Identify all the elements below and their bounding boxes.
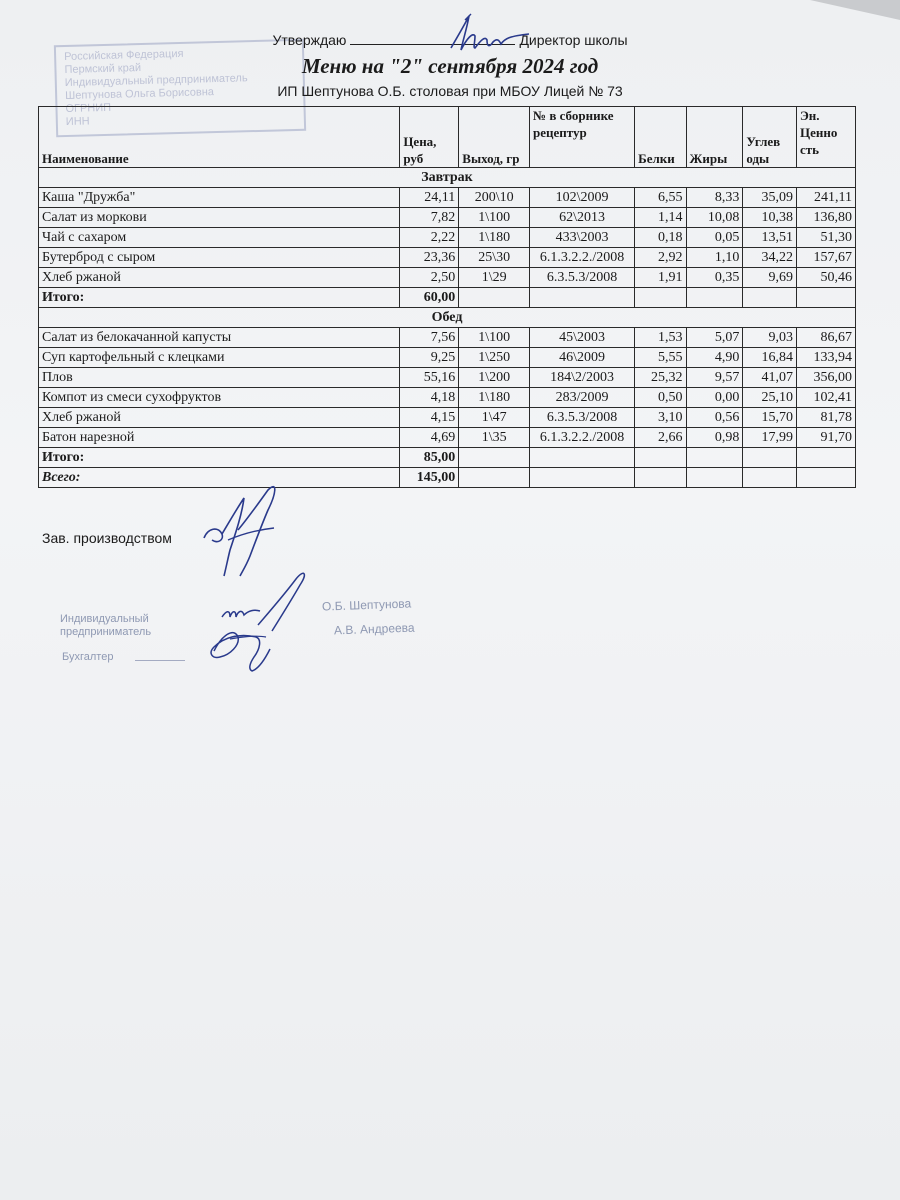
table-row [39, 348, 856, 368]
total-value: 60,00 [400, 288, 459, 308]
total-label: Итого: [39, 288, 400, 308]
table-cell: 5,07 [686, 328, 743, 348]
table-cell: 6.3.5.3/2008 [530, 408, 635, 428]
director-signature [445, 12, 545, 57]
table-cell: 2,92 [635, 248, 686, 268]
table-cell: 1,53 [635, 328, 686, 348]
empty-cell [796, 468, 855, 488]
table-row [39, 388, 856, 408]
empty-cell [635, 468, 686, 488]
table-cell: 34,22 [743, 248, 797, 268]
total-label: Итого: [39, 448, 400, 468]
empty-cell [459, 468, 530, 488]
table-cell: 25,32 [635, 368, 686, 388]
table-cell: 51,30 [796, 228, 855, 248]
table-cell: 1\180 [459, 228, 530, 248]
column-header: Углев оды [743, 107, 797, 168]
table-cell: 6,55 [635, 188, 686, 208]
table-cell: 10,38 [743, 208, 797, 228]
table-cell: 102,41 [796, 388, 855, 408]
table-cell: 283/2009 [530, 388, 635, 408]
stamp-line: Шептунова Ольга Борисовна [65, 86, 215, 103]
table-cell: 8,33 [686, 188, 743, 208]
column-header: Цена, руб [400, 107, 459, 168]
table-row [39, 268, 856, 288]
table-cell: 0,35 [686, 268, 743, 288]
stamp-line: Пермский край [64, 62, 142, 77]
table-cell: Компот из смеси сухофруктов [39, 388, 400, 408]
table-cell: 86,67 [796, 328, 855, 348]
accountant-signature-line [135, 660, 185, 661]
page-corner-shadow [810, 0, 900, 20]
empty-cell [743, 448, 797, 468]
table-cell: 356,00 [796, 368, 855, 388]
table-cell: 136,80 [796, 208, 855, 228]
table-cell: 46\2009 [530, 348, 635, 368]
accountant-label: Бухгалтер [62, 651, 114, 663]
table-cell: 0,56 [686, 408, 743, 428]
table-cell: Салат из белокачанной капусты [39, 328, 400, 348]
menu-table [38, 106, 856, 488]
table-cell: 4,15 [400, 408, 459, 428]
table-cell: 0,18 [635, 228, 686, 248]
table-row [39, 228, 856, 248]
section-title: Завтрак [39, 168, 856, 188]
table-cell: 4,69 [400, 428, 459, 448]
name-sheptunova: О.Б. Шептунова [321, 596, 412, 614]
table-cell: 55,16 [400, 368, 459, 388]
table-cell: 0,98 [686, 428, 743, 448]
table-cell: 102\2009 [530, 188, 635, 208]
table-row [39, 408, 856, 428]
empty-cell [459, 288, 530, 308]
table-cell: 3,10 [635, 408, 686, 428]
empty-cell [530, 468, 635, 488]
table-cell: 7,56 [400, 328, 459, 348]
empty-cell [796, 448, 855, 468]
empty-cell [635, 288, 686, 308]
table-cell: 1\47 [459, 408, 530, 428]
menu-subtitle: ИП Шептунова О.Б. столовая при МБОУ Лицей № 73 [277, 83, 623, 99]
empty-cell [686, 448, 743, 468]
empty-cell [796, 288, 855, 308]
table-cell: 23,36 [400, 248, 459, 268]
table-cell: 241,11 [796, 188, 855, 208]
stamp-line: ИНН [65, 115, 90, 128]
table-cell: 6.1.3.2.2./2008 [530, 248, 635, 268]
table-cell: 1\29 [459, 268, 530, 288]
table-cell: Хлеб ржаной [39, 268, 400, 288]
total-value: 85,00 [400, 448, 459, 468]
empty-cell [743, 468, 797, 488]
table-cell: 10,08 [686, 208, 743, 228]
stamp-line: Российская Федерация [63, 47, 184, 64]
table-cell: 1,14 [635, 208, 686, 228]
total-row [39, 288, 856, 308]
table-cell: 62\2013 [530, 208, 635, 228]
table-cell: 24,11 [400, 188, 459, 208]
section-row [39, 168, 856, 188]
table-row [39, 328, 856, 348]
table-cell: 200\10 [459, 188, 530, 208]
table-cell: 5,55 [635, 348, 686, 368]
table-cell: Салат из моркови [39, 208, 400, 228]
table-row [39, 208, 856, 228]
table-cell: 9,25 [400, 348, 459, 368]
empty-cell [530, 288, 635, 308]
section-title: Обед [39, 308, 856, 328]
grand-total-label: Всего: [39, 468, 400, 488]
table-cell: 6.3.5.3/2008 [530, 268, 635, 288]
table-cell: 157,67 [796, 248, 855, 268]
table-cell: 91,70 [796, 428, 855, 448]
grand-total-value: 145,00 [400, 468, 459, 488]
table-cell: 9,03 [743, 328, 797, 348]
approve-label: Утверждаю [272, 32, 347, 48]
section-row [39, 308, 856, 328]
table-row [39, 188, 856, 208]
table-cell: 7,82 [400, 208, 459, 228]
table-cell: 1,10 [686, 248, 743, 268]
table-cell: 1\250 [459, 348, 530, 368]
table-cell: 1\35 [459, 428, 530, 448]
table-row [39, 248, 856, 268]
table-cell: 1\180 [459, 388, 530, 408]
column-header: Белки [635, 107, 686, 168]
table-cell: 13,51 [743, 228, 797, 248]
table-cell: Чай с сахаром [39, 228, 400, 248]
table-cell: 1\100 [459, 208, 530, 228]
table-cell: 0,50 [635, 388, 686, 408]
table-cell: 2,22 [400, 228, 459, 248]
table-cell: 50,46 [796, 268, 855, 288]
stamp-line: ОГРНИП [65, 101, 112, 116]
table-cell: 1\200 [459, 368, 530, 388]
table-cell: 15,70 [743, 408, 797, 428]
table-cell: 81,78 [796, 408, 855, 428]
column-header: Наименование [39, 107, 400, 168]
table-cell: 25\30 [459, 248, 530, 268]
empty-cell [635, 448, 686, 468]
grand-total-row [39, 468, 856, 488]
ip-label: Индивидуальный предприниматель [60, 613, 152, 638]
stamp-line: Индивидуальный предприниматель [64, 72, 248, 90]
column-header: Жиры [686, 107, 743, 168]
total-row [39, 448, 856, 468]
column-header: Эн. Ценно сть [796, 107, 855, 168]
table-cell: 9,69 [743, 268, 797, 288]
ip-signature [200, 565, 330, 680]
table-cell: 4,90 [686, 348, 743, 368]
table-cell: 0,05 [686, 228, 743, 248]
table-cell: 4,18 [400, 388, 459, 408]
table-cell: 133,94 [796, 348, 855, 368]
table-cell: 1\100 [459, 328, 530, 348]
table-cell: Хлеб ржаной [39, 408, 400, 428]
table-cell: Плов [39, 368, 400, 388]
menu-table-body [39, 168, 856, 488]
table-cell: Каша "Дружба" [39, 188, 400, 208]
empty-cell [686, 288, 743, 308]
table-cell: 16,84 [743, 348, 797, 368]
column-header: № в сборнике рецептур [530, 107, 635, 168]
table-cell: 433\2003 [530, 228, 635, 248]
table-cell: 45\2003 [530, 328, 635, 348]
table-cell: 184\2/2003 [530, 368, 635, 388]
table-cell: 1,91 [635, 268, 686, 288]
name-andreeva: А.В. Андреева [333, 620, 415, 638]
table-cell: Бутерброд с сыром [39, 248, 400, 268]
column-header: Выход, гр [459, 107, 530, 168]
empty-cell [686, 468, 743, 488]
table-cell: 2,66 [635, 428, 686, 448]
table-cell: 9,57 [686, 368, 743, 388]
table-cell: 41,07 [743, 368, 797, 388]
empty-cell [530, 448, 635, 468]
production-manager-label: Зав. производством [42, 530, 172, 546]
director-label: Директор школы [519, 32, 628, 48]
table-cell: 2,50 [400, 268, 459, 288]
table-cell: Батон нарезной [39, 428, 400, 448]
table-cell: 0,00 [686, 388, 743, 408]
table-cell: 6.1.3.2.2./2008 [530, 428, 635, 448]
empty-cell [743, 288, 797, 308]
table-header-row [39, 107, 856, 168]
table-cell: Суп картофельный с клецками [39, 348, 400, 368]
table-row [39, 428, 856, 448]
empty-cell [459, 448, 530, 468]
table-cell: 25,10 [743, 388, 797, 408]
table-cell: 35,09 [743, 188, 797, 208]
table-row [39, 368, 856, 388]
table-cell: 17,99 [743, 428, 797, 448]
menu-title: Меню на "2" сентября 2024 год [301, 54, 599, 78]
